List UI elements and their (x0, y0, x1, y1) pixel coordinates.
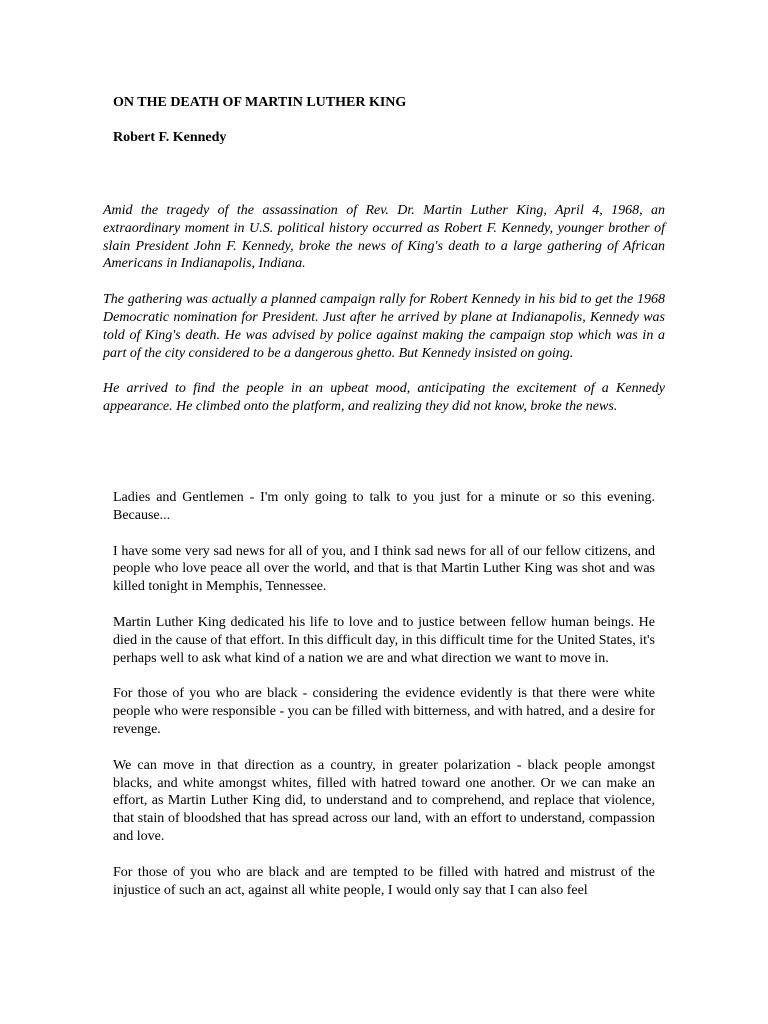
speech-paragraph: Martin Luther King dedicated his life to love and to justice between fellow human beings. He died in the cause of that effort. In this difficult day, in this difficult time for the United States, it's perhaps well to ask what kind of a nation we are and what direction we want to move in. (113, 614, 655, 666)
speech-paragraph: For those of you who are black - considering the evidence evidently is that there were white people who were responsible - you can be filled with bitterness, and with hatred, and a desire for revenge. (113, 686, 655, 737)
intro-paragraph: Amid the tragedy of the assassination of Rev. Dr. Martin Luther King, April 4, 1968, an extraordinary moment in U.S. political history occurred as Robert F. Kennedy, younger brother of slain President John F. Kennedy, broke the news of King's death to a large gathering of African Americans in Indianapolis, Indiana. (103, 203, 665, 272)
speech-paragraph: We can move in that direction as a country, in greater polarization - black people amongst blacks, and white amongst whites, filled with hatred toward one another. Or we can make an effort, as Martin Luther King did, to understand and to comprehend, and replace that violence, that stain of bloodshed that has spread across our land, with an effort to understand, compassion and love. (113, 757, 655, 844)
document-title: ON THE DEATH OF MARTIN LUTHER KING (113, 95, 407, 110)
intro-paragraph: He arrived to find the people in an upbeat mood, anticipating the excitement of a Kennedy appearance. He climbed onto the platform, and realizing they did not know, broke the news. (103, 381, 665, 415)
document-author: Robert F. Kennedy (113, 130, 227, 145)
speech-paragraph: Ladies and Gentlemen - I'm only going to talk to you just for a minute or so this evening. Because... (113, 490, 655, 523)
intro-section (103, 202, 665, 434)
speech-paragraph: For those of you who are black and are tempted to be filled with hatred and mistrust of the injustice of such an act, against all white people, I would only say that I can also feel (113, 864, 655, 898)
speech-section (113, 489, 655, 917)
speech-paragraph: I have some very sad news for all of you, and I think sad news for all of our fellow citizens, and people who love peace all over the world, and that is that Martin Luther King was shot and was killed tonight in Memphis, Tennessee. (113, 543, 655, 595)
intro-paragraph: The gathering was actually a planned campaign rally for Robert Kennedy in his bid to get the 1968 Democratic nomination for President. Just after he arrived by plane at Indianapolis, Kennedy was told of King's death. He was advised by police against making the campaign stop which was in a part of the city considered to be a dangerous ghetto. But Kennedy insisted on going. (103, 292, 665, 361)
